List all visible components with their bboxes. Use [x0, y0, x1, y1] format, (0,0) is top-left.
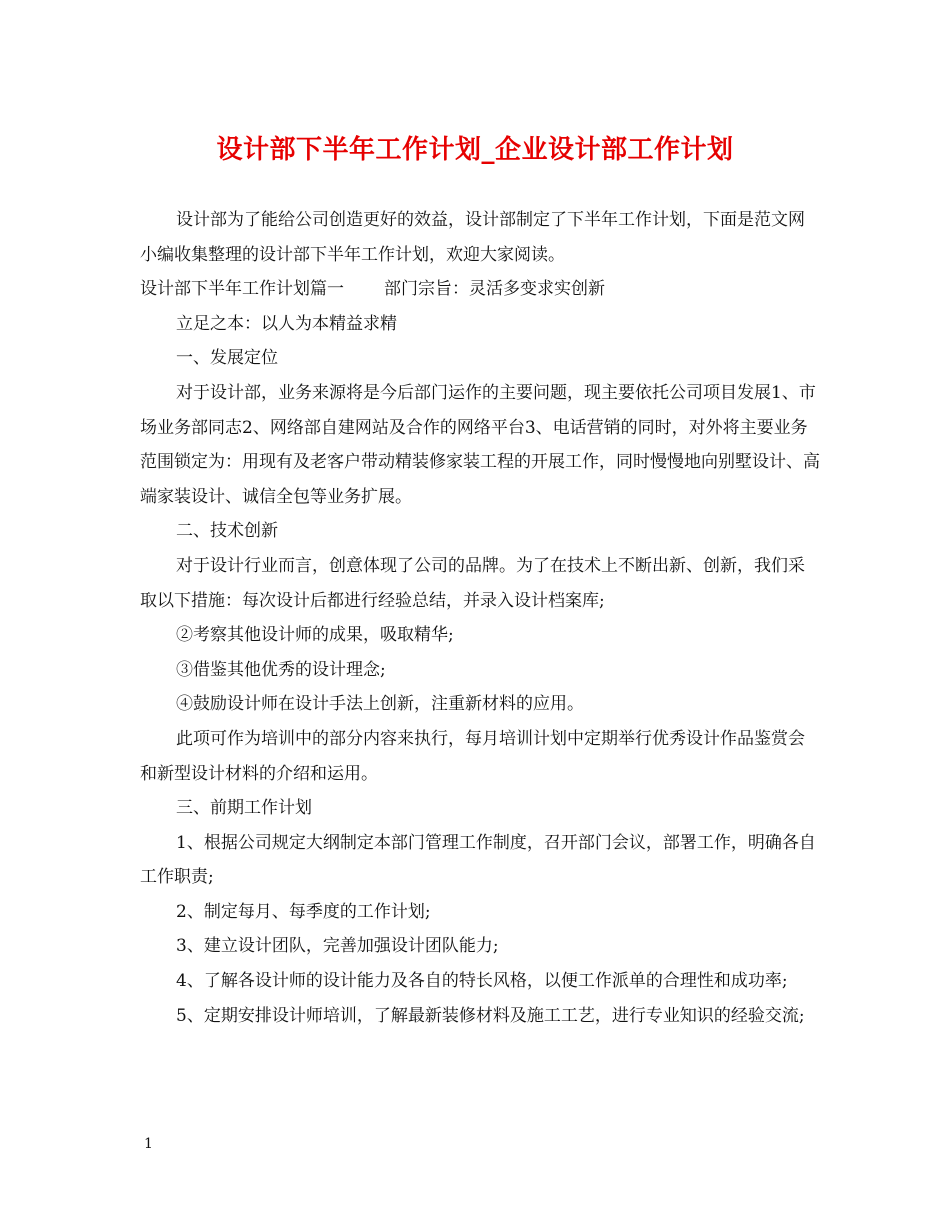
- paragraph-foundation: 立足之本：以人为本精益求精: [176, 313, 397, 334]
- list-item-plan-2: 2、制定每月、每季度的工作计划;: [176, 901, 431, 922]
- list-item-measure-4: ④鼓励设计师在设计手法上创新，注重新材料的应用。: [176, 694, 584, 715]
- paragraph-development: 对于设计部，业务来源将是今后部门运作的主要问题，现主要依托公司项目发展1、市场业务部同志2、网络部自建网站及合作的网络平台3、电话营销的同时，对外将主要业务范围锁定为：用现有及老客户带动精装修家装工程的开展工作，同时慢慢地向别墅设计、高端家装设计、诚信全包等业务扩展。: [140, 382, 820, 507]
- paragraph-training: 此项可作为培训中的部分内容来执行，每月培训计划中定期举行优秀设计作品鉴赏会和新型设计材料的介绍和运用。: [140, 728, 805, 784]
- list-item-plan-5: 5、定期安排设计师培训，了解最新装修材料及施工工艺，进行专业知识的经验交流;: [176, 1005, 805, 1026]
- paragraph-intro: 设计部为了能给公司创造更好的效益，设计部制定了下半年工作计划，下面是范文网小编收集整理的设计部下半年工作计划，欢迎大家阅读。: [140, 210, 805, 265]
- list-item-measure-3: ③借鉴其他优秀的设计理念;: [176, 659, 386, 680]
- list-item-plan-1: 1、根据公司规定大纲制定本部门管理工作制度，召开部门会议，部署工作，明确各自工作职责;: [140, 832, 816, 888]
- document-body: [140, 203, 820, 1033]
- list-item-measure-2: ②考察其他设计师的成果，吸取精华;: [176, 625, 454, 646]
- paragraph-innovation: 对于设计行业而言，创意体现了公司的品牌。为了在技术上不断出新、创新，我们采取以下措施：每次设计后都进行经验总结，并录入设计档案库;: [140, 555, 805, 611]
- section-heading-innovation: 二、技术创新: [176, 521, 278, 542]
- section-heading-early-plan: 三、前期工作计划: [176, 798, 312, 819]
- list-item-plan-3: 3、建立设计团队，完善加强设计团队能力;: [176, 936, 499, 957]
- section-heading-part1: 设计部下半年工作计划篇一: [140, 279, 344, 300]
- document-title: 设计部下半年工作计划_企业设计部工作计划: [216, 135, 734, 165]
- section-heading-development: 一、发展定位: [176, 348, 278, 369]
- section-heading-part2: 部门宗旨：灵活多变求实创新: [384, 279, 605, 300]
- paragraph-heading-line: [140, 272, 820, 307]
- list-item-plan-4: 4、了解各设计师的设计能力及各自的特长风格，以便工作派单的合理性和成功率;: [176, 971, 788, 992]
- page-number: 1: [144, 1136, 153, 1152]
